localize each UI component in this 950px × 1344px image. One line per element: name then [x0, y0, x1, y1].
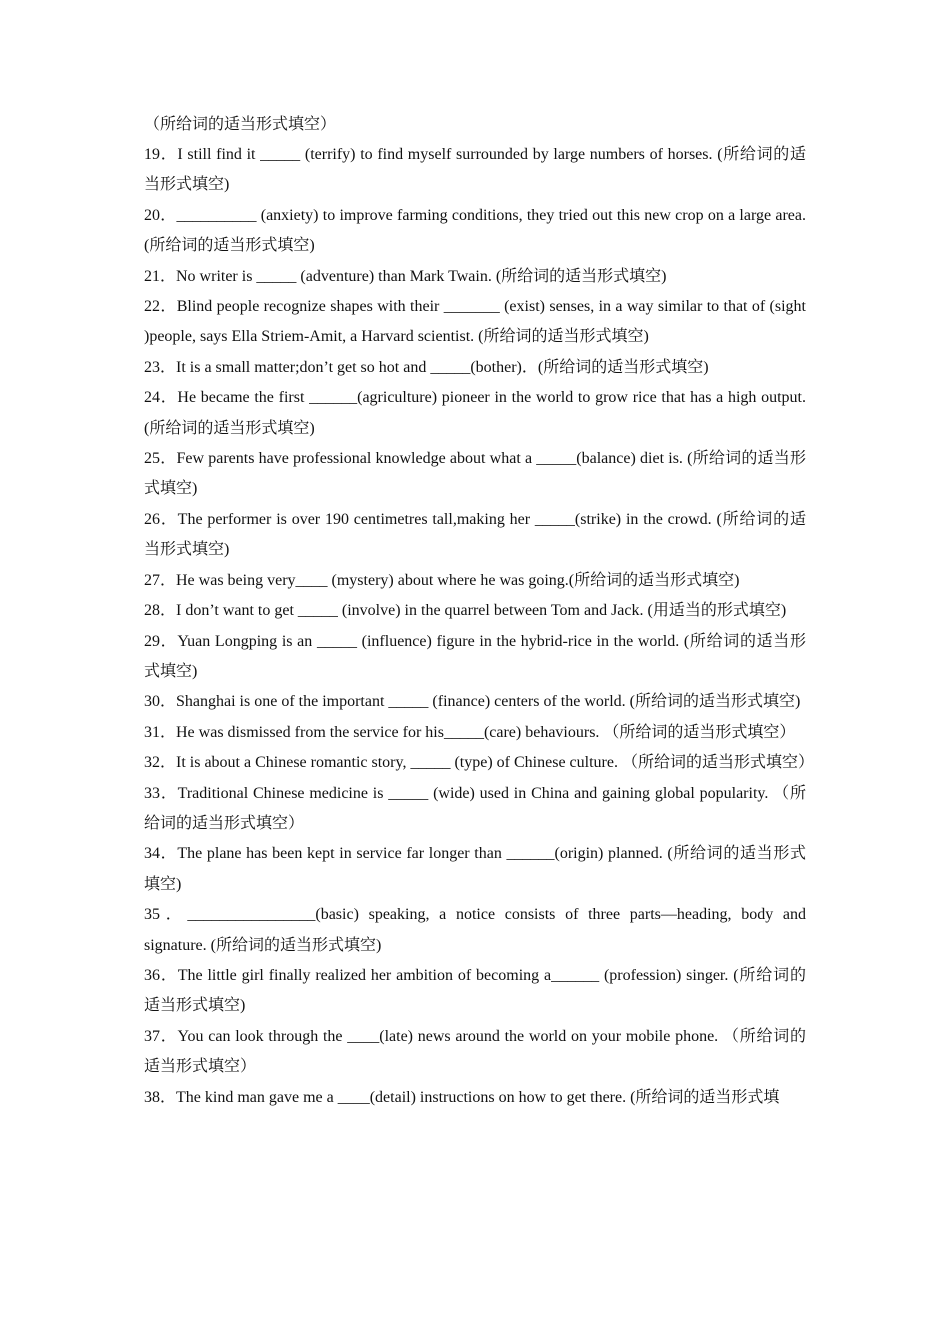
- question-33: 33．Traditional Chinese medicine is _____ (wide) used in China and gaining global popularity. （所给词的适当形式填空）: [144, 784, 806, 832]
- question-21: 21．No writer is _____ (adventure) than Mark Twain. (所给词的适当形式填空): [144, 267, 667, 285]
- question-20: 20．__________ (anxiety) to improve farming conditions, they tried out this new crop on a large area. (所给词的适当形式填空): [144, 206, 806, 255]
- question-24: 24．He became the first ______(agriculture) pioneer in the world to grow rice that has a high output. (所给词的适当形式填空): [144, 389, 806, 437]
- question-19: 19．I still find it _____ (terrify) to find myself surrounded by large numbers of horses. (所给词的适当形式填空): [144, 146, 806, 194]
- question-30: 30．Shanghai is one of the important _____ (finance) centers of the world. (所给词的适当形式填空): [144, 693, 801, 711]
- question-26: 26．The performer is over 190 centimetres tall,making her _____(strike) in the crowd. (所给词的适当形式填空): [144, 510, 806, 559]
- question-27: 27．He was being very____ (mystery) about where he was going.(所给词的适当形式填空): [144, 571, 740, 589]
- question-32: 32．It is about a Chinese romantic story, _____ (type) of Chinese culture. （所给词的适当形式填空）: [144, 754, 814, 772]
- question-29: 29．Yuan Longping is an _____ (influence) figure in the hybrid-rice in the world. (所给词的适当形式填空): [144, 632, 806, 680]
- question-36: 36．The little girl finally realized her ambition of becoming a______ (profession) singer. (所给词的适当形式填空): [144, 966, 806, 1015]
- question-31: 31．He was dismissed from the service for his_____(care) behaviours. （所给词的适当形式填空）: [144, 723, 796, 741]
- question-23: 23．It is a small matter;don’t get so hot and _____(bother)．(所给词的适当形式填空): [144, 358, 709, 376]
- question-25: 25．Few parents have professional knowledge about what a _____(balance) diet is. (所给词的适当形式填空): [144, 450, 806, 498]
- continued-instruction-line: （所给词的适当形式填空）: [144, 116, 337, 133]
- question-37: 37．You can look through the ____(late) news around the world on your mobile phone. （所给词的适当形式填空）: [144, 1027, 806, 1076]
- question-34: 34．The plane has been kept in service far longer than ______(origin) planned. (所给词的适当形式填空): [144, 845, 806, 893]
- question-22: 22．Blind people recognize shapes with their _______ (exist) senses, in a way similar to that of (sight )people, says Ella Striem-Amit, a Harvard scientist. (所给词的适当形式填空): [144, 298, 806, 346]
- question-38: 38．The kind man gave me a ____(detail) instructions on how to get there. (所给词的适当形式填: [144, 1088, 780, 1106]
- question-28: 28．I don’t want to get _____ (involve) in the quarrel between Tom and Jack. (用适当的形式填空): [144, 602, 787, 620]
- question-35: 35．________________(basic) speaking, a notice consists of three parts—heading, body and signature. (所给词的适当形式填空): [144, 906, 806, 954]
- document-page: [144, 110, 814, 1113]
